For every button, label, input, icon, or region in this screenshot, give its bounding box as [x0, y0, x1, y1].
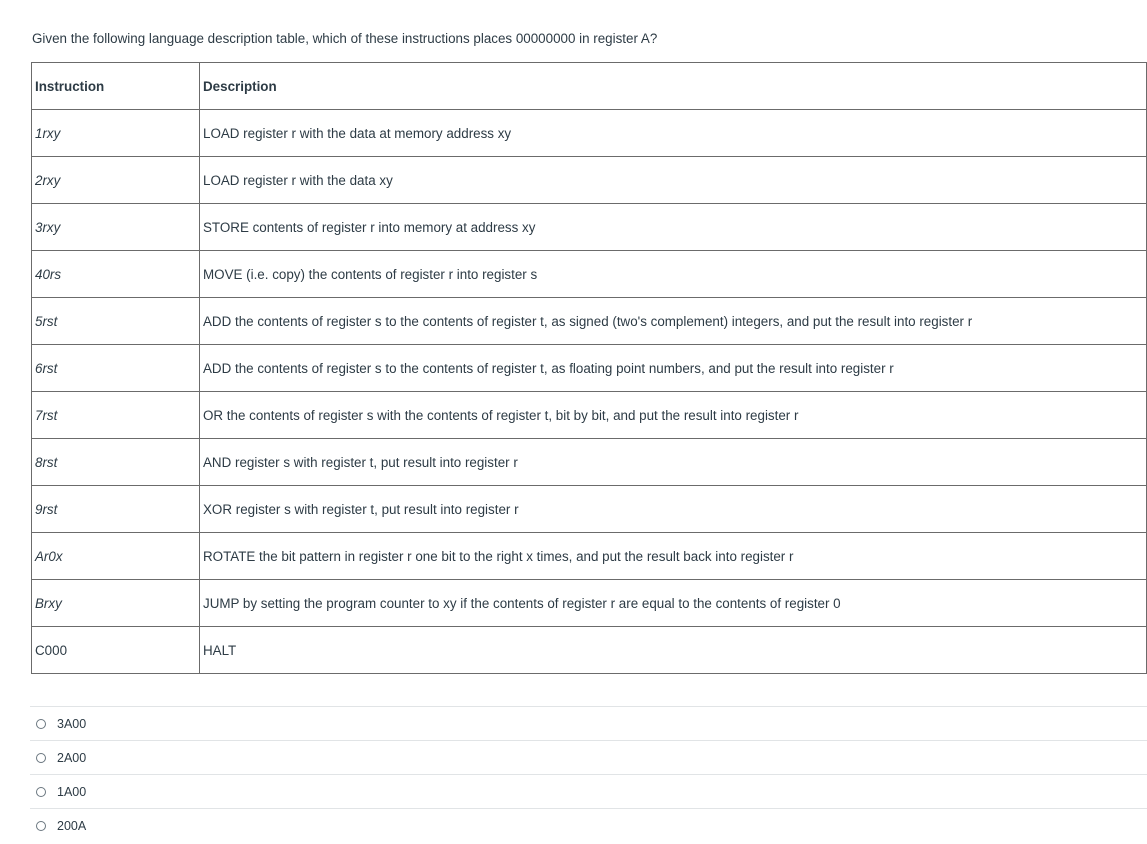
answer-label: 3A00	[57, 716, 87, 731]
radio-button-icon[interactable]	[36, 821, 46, 831]
table-row	[32, 486, 1147, 533]
radio-button-icon[interactable]	[36, 719, 46, 729]
instruction-cell: 3rxy	[32, 204, 200, 251]
table-row	[32, 533, 1147, 580]
description-cell: JUMP by setting the program counter to xy if the contents of register r are equal to the contents of register 0	[200, 580, 1147, 627]
table-row	[32, 157, 1147, 204]
instruction-cell: 2rxy	[32, 157, 200, 204]
language-description-table	[31, 62, 1147, 674]
description-cell: AND register s with register t, put result into register r	[200, 439, 1147, 486]
description-cell: ADD the contents of register s to the contents of register t, as signed (two's complement) integers, and put the result into register r	[200, 298, 1147, 345]
table-row	[32, 251, 1147, 298]
instruction-cell: 9rst	[32, 486, 200, 533]
instruction-cell: C000	[32, 627, 200, 674]
table-row	[32, 580, 1147, 627]
radio-button-icon[interactable]	[36, 787, 46, 797]
answer-option-1a00[interactable]	[30, 774, 1147, 808]
instruction-cell: 5rst	[32, 298, 200, 345]
answer-label: 1A00	[57, 784, 87, 799]
description-cell: MOVE (i.e. copy) the contents of register r into register s	[200, 251, 1147, 298]
instruction-cell: 1rxy	[32, 110, 200, 157]
answer-option-200a[interactable]	[30, 808, 1147, 842]
table-header-row	[32, 63, 1147, 110]
table-row	[32, 298, 1147, 345]
answer-option-2a00[interactable]	[30, 740, 1147, 774]
table-row	[32, 439, 1147, 486]
answer-label: 200A	[57, 818, 87, 833]
description-cell: STORE contents of register r into memory at address xy	[200, 204, 1147, 251]
answer-options	[30, 706, 1147, 842]
description-cell: XOR register s with register t, put result into register r	[200, 486, 1147, 533]
instruction-cell: 7rst	[32, 392, 200, 439]
answer-option-3a00[interactable]	[30, 706, 1147, 740]
header-description: Description	[200, 63, 1147, 110]
description-cell: LOAD register r with the data at memory address xy	[200, 110, 1147, 157]
table-row	[32, 110, 1147, 157]
description-cell: LOAD register r with the data xy	[200, 157, 1147, 204]
description-cell: HALT	[200, 627, 1147, 674]
header-instruction: Instruction	[32, 63, 200, 110]
description-cell: OR the contents of register s with the contents of register t, bit by bit, and put the result into register r	[200, 392, 1147, 439]
radio-button-icon[interactable]	[36, 753, 46, 763]
description-cell: ROTATE the bit pattern in register r one bit to the right x times, and put the result back into register r	[200, 533, 1147, 580]
table-row	[32, 345, 1147, 392]
instruction-cell: 40rs	[32, 251, 200, 298]
instruction-cell: Brxy	[32, 580, 200, 627]
instruction-cell: Ar0x	[32, 533, 200, 580]
table-row	[32, 392, 1147, 439]
description-cell: ADD the contents of register s to the contents of register t, as floating point numbers, and put the result into register r	[200, 345, 1147, 392]
answer-label: 2A00	[57, 750, 87, 765]
question-text: Given the following language description table, which of these instructions places 00000000 in register A?	[32, 31, 658, 46]
instruction-cell: 8rst	[32, 439, 200, 486]
table-row	[32, 627, 1147, 674]
instruction-cell: 6rst	[32, 345, 200, 392]
table-row	[32, 204, 1147, 251]
